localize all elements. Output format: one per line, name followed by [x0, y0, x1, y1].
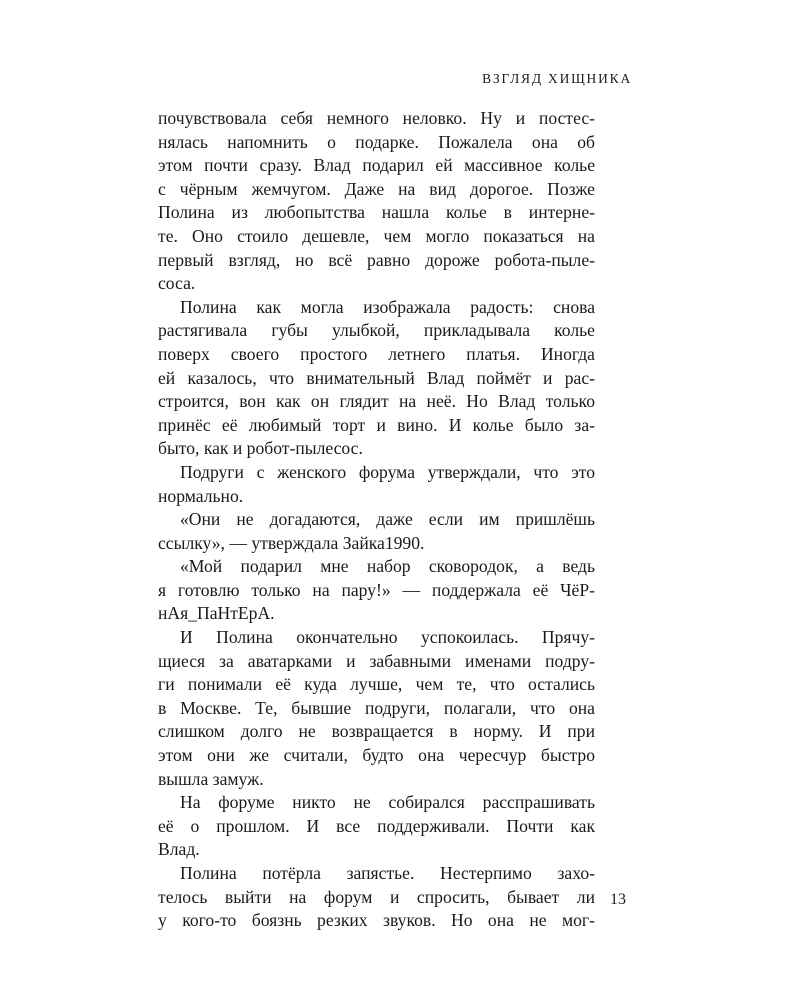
text-line: у кого-то боязнь резких звуков. Но она не мог- — [158, 910, 595, 931]
text-line: этом почти сразу. Влад подарил ей массивное колье — [158, 155, 595, 176]
text-line: Влад. — [158, 839, 200, 860]
text-line: щиеся за аватарками и забавными именами подру- — [158, 650, 595, 671]
text-line: На форуме никто не собирался расспрашивать — [180, 792, 595, 813]
text-line: растягивала губы улыбкой, прикладывала колье — [158, 320, 595, 341]
text-line: Полина потёрла запястье. Нестерпимо захо- — [180, 863, 595, 883]
text-line: Полина как могла изображала радость: снова — [180, 296, 595, 317]
body-text — [158, 107, 595, 933]
text-line: нормально. — [158, 485, 244, 506]
text-line: почувствовала себя немного неловко. Ну и постес- — [158, 108, 595, 128]
text-line: с чёрным жемчугом. Даже на вид дорогое. Позже — [158, 178, 595, 199]
text-line: те. Оно стоило дешевле, чем могло показаться на — [158, 225, 595, 246]
text-line: принёс её любимый торт и вино. И колье было за- — [158, 414, 595, 435]
text-line: нялась напомнить о подарке. Пожалела она об — [158, 131, 595, 152]
text-line: её о прошлом. И все поддерживали. Почти как — [158, 815, 595, 836]
text-line: соса. — [158, 273, 196, 294]
text-line: в Москве. Те, бывшие подруги, полагали, что она — [158, 697, 595, 718]
text-line: Подруги с женского форума утверждали, что это — [180, 461, 595, 482]
text-line: ги понимали её куда лучше, чем те, что остались — [158, 674, 595, 695]
text-line: строится, вон как он глядит на неё. Но Влад только — [158, 391, 595, 412]
text-line: ссылку», — утверждала Зайка1990. — [158, 532, 425, 553]
text-line: первый взгляд, но всё равно дороже робота-пылe- — [158, 249, 595, 270]
text-line: вышла замуж. — [158, 768, 264, 789]
text-line: поверх своего простого летнего платья. Иногда — [158, 343, 595, 364]
running-head: ВЗГЛЯД ХИЩНИКА — [482, 71, 632, 86]
text-line: телось выйти на форум и спросить, бывает ли — [158, 886, 595, 907]
text-line: «Мой подарил мне набор сковородок, а ведь — [180, 556, 595, 577]
text-line: слишком долго не возвращается в норму. И при — [158, 721, 595, 742]
text-line: Полина из любопытства нашла колье в интерне- — [158, 202, 595, 223]
text-line: быто, как и робот-пылесос. — [158, 438, 363, 459]
page-number: 13 — [610, 891, 626, 908]
text-line: этом они же считали, будто она чересчур быстро — [158, 745, 595, 766]
text-line: нАя_ПаНтЕрА. — [158, 603, 275, 624]
text-line: И Полина окончательно успокоилась. Прячу- — [180, 627, 595, 648]
text-line: ей казалось, что внимательный Влад поймёт и рас- — [158, 367, 595, 388]
text-line: я готовлю только на пару!» — поддержала её ЧёР- — [158, 579, 595, 600]
text-line: «Они не догадаются, даже если им пришлёшь — [180, 509, 595, 530]
